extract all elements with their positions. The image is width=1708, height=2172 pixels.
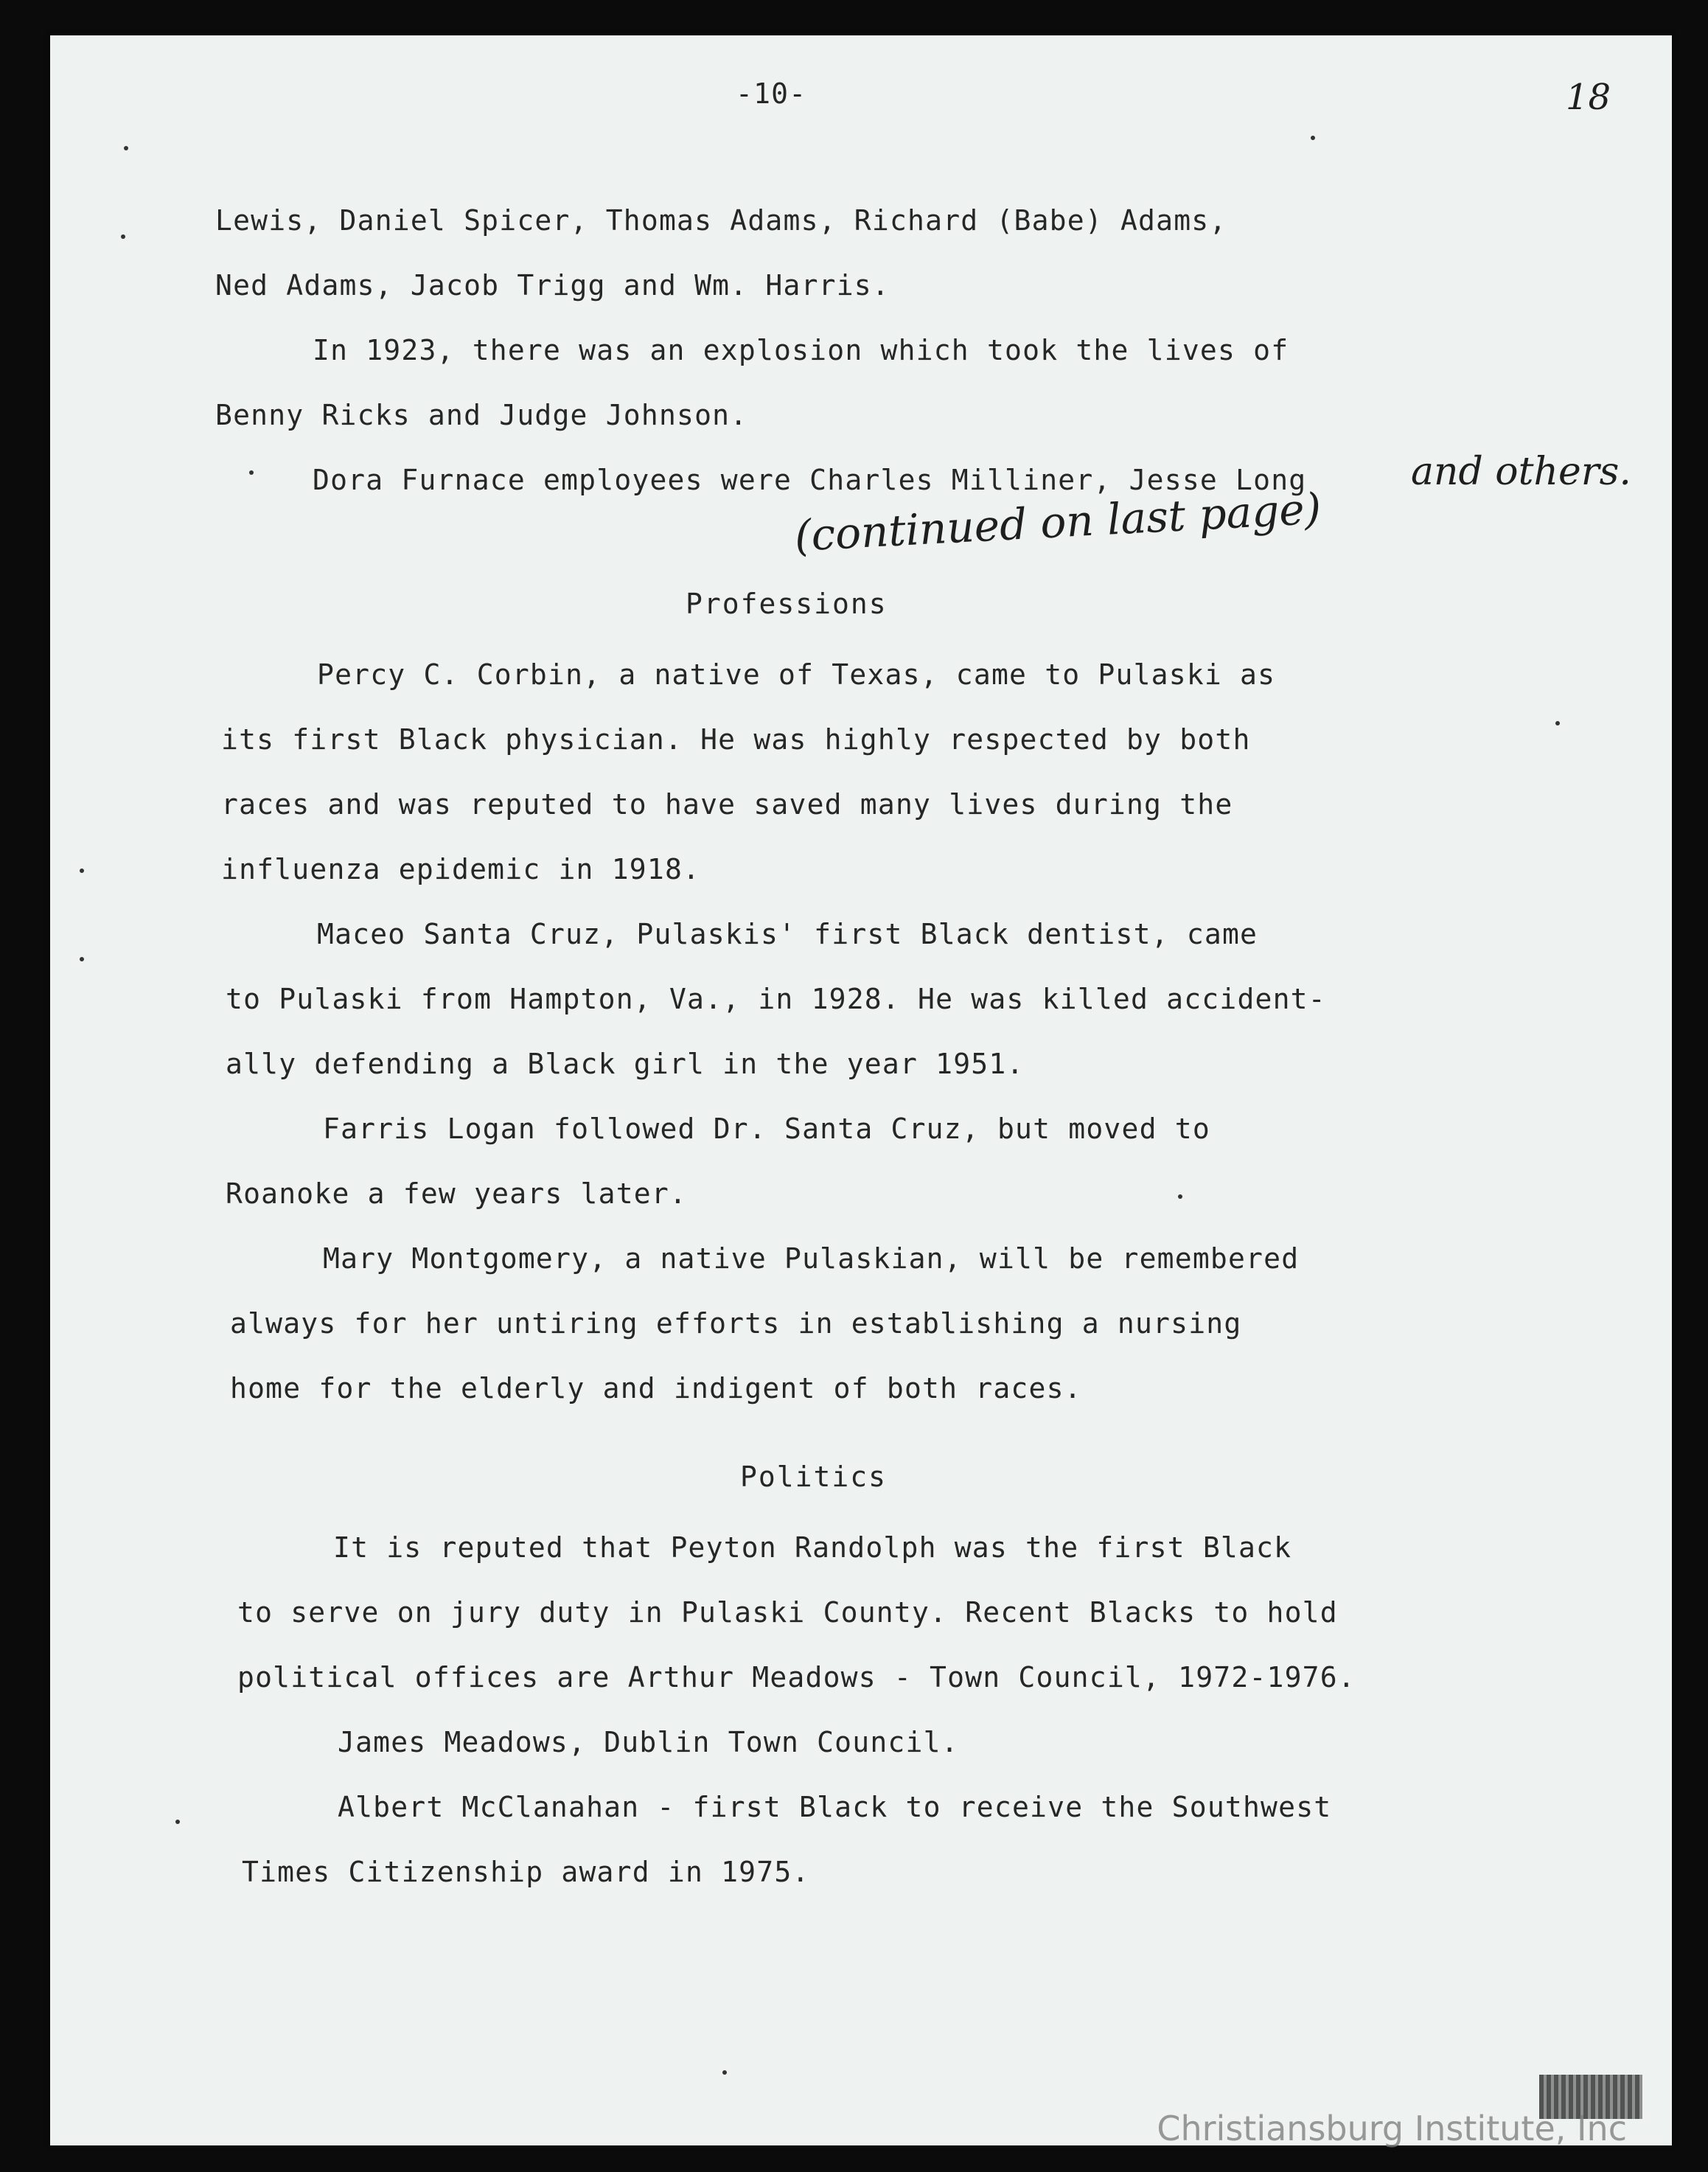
handwritten-and-others: and others. (1411, 450, 1631, 494)
document-page (50, 35, 1672, 2145)
professions-line: always for her untiring efforts in establishing a nursing (230, 1307, 1242, 1340)
paper-speck (1555, 721, 1560, 725)
handwritten-continued-note: (continued on last page) (793, 483, 1322, 561)
professions-line: to Pulaski from Hampton, Va., in 1928. He was killed accident- (226, 983, 1326, 1015)
professions-line: Percy C. Corbin, a native of Texas, came to Pulaski as (317, 658, 1276, 691)
body-line: In 1923, there was an explosion which took the lives of (313, 334, 1289, 366)
body-line: Benny Ricks and Judge Johnson. (215, 399, 748, 431)
politics-line: Times Citizenship award in 1975. (242, 1856, 810, 1888)
professions-line: Farris Logan followed Dr. Santa Cruz, but moved to (323, 1113, 1210, 1145)
paper-speck (121, 234, 125, 239)
professions-line: Roanoke a few years later. (226, 1177, 688, 1210)
body-line: Dora Furnace employees were Charles Milliner, Jesse Long (313, 464, 1307, 496)
paper-speck (1311, 136, 1315, 140)
handwritten-page-number: 18 (1566, 77, 1611, 118)
professions-line: Maceo Santa Cruz, Pulaskis' first Black dentist, came (317, 918, 1258, 950)
professions-line: ally defending a Black girl in the year 1951. (226, 1048, 1025, 1080)
paper-speck (175, 1820, 180, 1824)
professions-line: its first Black physician. He was highly respected by both (221, 723, 1251, 756)
paper-speck (124, 146, 128, 150)
paper-speck (722, 2070, 727, 2075)
watermark: Christiansburg Institute, Inc (1157, 2109, 1627, 2148)
body-line: Lewis, Daniel Spicer, Thomas Adams, Richard (Babe) Adams, (215, 204, 1227, 237)
page-number: -10- (736, 77, 807, 110)
section-heading-professions: Professions (686, 588, 888, 620)
professions-line: influenza epidemic in 1918. (221, 853, 701, 885)
paper-speck (249, 470, 254, 475)
paper-speck (1178, 1194, 1182, 1199)
politics-line: James Meadows, Dublin Town Council. (338, 1726, 959, 1758)
body-line: Ned Adams, Jacob Trigg and Wm. Harris. (215, 269, 890, 302)
politics-line: political offices are Arthur Meadows - Town Council, 1972-1976. (237, 1661, 1356, 1694)
section-heading-politics: Politics (740, 1461, 888, 1493)
paper-speck (80, 869, 84, 873)
politics-line: to serve on jury duty in Pulaski County. Recent Blacks to hold (237, 1596, 1338, 1629)
professions-line: races and was reputed to have saved many lives during the (221, 788, 1233, 821)
paper-speck (80, 957, 84, 961)
politics-line: It is reputed that Peyton Randolph was the first Black (333, 1531, 1292, 1564)
professions-line: home for the elderly and indigent of both races. (230, 1372, 1082, 1405)
politics-line: Albert McClanahan - first Black to receive the Southwest (338, 1791, 1332, 1823)
professions-line: Mary Montgomery, a native Pulaskian, will be remembered (323, 1242, 1300, 1275)
